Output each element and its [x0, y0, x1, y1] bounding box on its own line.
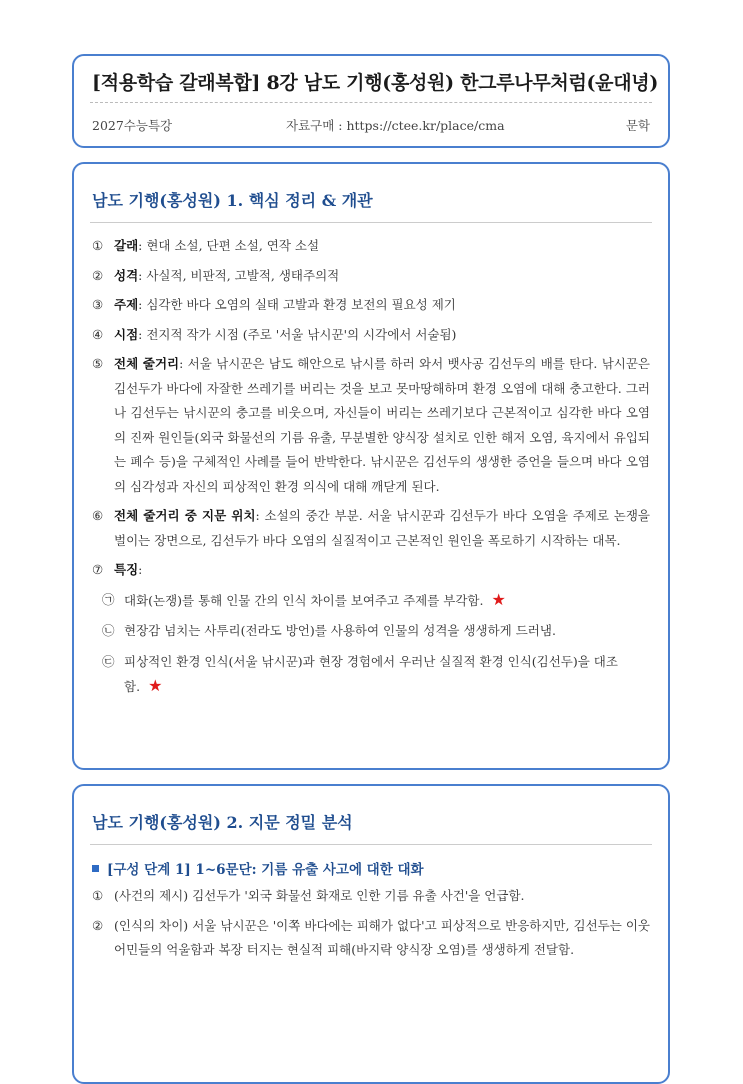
- item-number: ⑤: [92, 356, 104, 371]
- list-item: [92, 352, 650, 499]
- item-number: ①: [92, 238, 104, 253]
- section-divider: [90, 844, 652, 845]
- item-description: : 현대 소설, 단편 소설, 연작 소설: [138, 238, 320, 253]
- square-bullet-icon: [92, 865, 99, 872]
- feature-item: [102, 588, 650, 614]
- document-title: [적용학습 갈래복합] 8강 남도 기행(홍성원) 한그루나무처럼(윤대녕): [92, 72, 659, 94]
- title-divider: [90, 102, 652, 103]
- item-description: : 심각한 바다 오염의 실태 고발과 환경 보전의 필요성 제기: [138, 297, 456, 312]
- item-text: [114, 558, 650, 583]
- item-description: : 서울 낚시꾼은 남도 해안으로 낚시를 하러 와서 뱃사공 김선두의 배를 탄다. 낚시꾼은 김선두가 바다에 자잘한 쓰레기를 버리는 것을 보고 못마땅해하며 환경 오염에 대해 충고한다. 그러나 김선두는 낚시꾼의 충고를 비웃으며, 자신들이 버리는 쓰레기보다 근본적이고 심각한 바다 오염의 진짜 원인들(외국 화물선의 기름 유출, 무분별한 양식장 설치로 인한 해저 오염, 육지에서 유입되는 폐수 등)을 구체적인 사례를 들어 반박한다. 낚시꾼은 김선두의 생생한 증언을 들으며 바다 오염의 심각성과 자신의 피상적인 환경 의식에 대해 깨닫게 된다.: [114, 356, 650, 494]
- feature-number: ㉡: [102, 623, 115, 638]
- item-term: 시점: [114, 326, 139, 342]
- item-text: [114, 293, 650, 318]
- item-term: 전체 줄거리: [114, 356, 180, 371]
- feature-item: [102, 650, 650, 700]
- feature-description: 현장감 넘치는 사투리(전라도 방언)를 사용하여 인물의 성격을 생생하게 드러냄.: [124, 623, 556, 638]
- stage-subheading-text: [구성 단계 1] 1~6문단: 기름 유출 사고에 대한 대화: [107, 862, 424, 878]
- feature-text: [124, 619, 650, 644]
- analysis-item: [92, 884, 650, 909]
- header-box: [72, 54, 670, 148]
- list-item: [92, 264, 650, 289]
- item-term: 갈래: [114, 238, 139, 253]
- feature-text: [124, 650, 650, 700]
- item-term: 전체 줄거리 중 지문 위치: [114, 508, 256, 523]
- list-item: [92, 234, 650, 259]
- section-title: 남도 기행(홍성원) 1. 핵심 정리 & 개관: [92, 191, 373, 210]
- list-item: [92, 558, 650, 583]
- item-description: : 사실적, 비판적, 고발적, 생태주의적: [138, 267, 340, 283]
- item-description: :: [138, 562, 143, 577]
- feature-description: 대화(논쟁)를 통해 인물 간의 인식 차이를 보여주고 주제를 부각함.: [124, 592, 484, 608]
- item-description: : 전지적 작가 시점 (주로 '서울 낚시꾼'의 시각에서 서술됨): [138, 326, 457, 342]
- section-divider: [90, 222, 652, 223]
- item-text: [114, 234, 650, 259]
- item-text: [114, 352, 650, 499]
- summary-list: [92, 234, 650, 706]
- star-icon: ★: [491, 589, 506, 609]
- analysis-list: [92, 884, 650, 968]
- item-number: ①: [92, 888, 104, 903]
- purchase-link-text[interactable]: 자료구매 : https://ctee.kr/place/cma: [286, 118, 505, 133]
- item-term: 성격: [114, 267, 139, 283]
- item-number: ⑥: [92, 508, 104, 523]
- list-item: [92, 323, 650, 348]
- item-number: ②: [92, 267, 104, 283]
- subject-label: 문학: [625, 118, 650, 133]
- list-item: [92, 504, 650, 553]
- feature-number: ㉠: [102, 591, 115, 607]
- item-text: (인식의 차이) 서울 낚시꾼은 '이쪽 바다에는 피해가 없다'고 피상적으로 반응하지만, 김선두는 이웃 어민들의 억울함과 복장 터지는 현실적 피해(바지락 양식장 오염)를 생생하게 전달함.: [114, 917, 650, 957]
- item-text: [114, 323, 650, 348]
- analysis-item: [92, 914, 650, 963]
- item-description: : 소설의 중간 부분. 서울 낚시꾼과 김선두가 바다 오염을 주제로 논쟁을 벌이는 장면으로, 김선두가 바다 오염의 실질적이고 근본적인 원인을 폭로하기 시작하는 대목.: [114, 508, 650, 548]
- stage-subheading: [92, 858, 424, 878]
- feature-number: ㉢: [102, 653, 115, 669]
- item-term: 특징: [114, 562, 139, 577]
- item-term: 주제: [114, 297, 139, 312]
- feature-text: [124, 588, 650, 614]
- section-summary: [72, 162, 670, 770]
- star-icon: ★: [148, 676, 163, 695]
- feature-item: [102, 619, 650, 644]
- item-number: ⑦: [92, 562, 104, 577]
- item-text: [114, 504, 650, 553]
- item-text: [114, 264, 650, 289]
- item-number: ③: [92, 297, 104, 312]
- section-title: 남도 기행(홍성원) 2. 지문 정밀 분석: [92, 813, 353, 832]
- item-number: ②: [92, 917, 104, 933]
- list-item: [92, 293, 650, 318]
- feature-description: 피상적인 환경 인식(서울 낚시꾼)과 현장 경험에서 우러난 실질적 환경 인식(김선두)을 대조함.: [124, 653, 618, 694]
- item-text: (사건의 제시) 김선두가 '외국 화물선 화재로 인한 기름 유출 사건'을 언급함.: [114, 888, 525, 903]
- item-number: ④: [92, 326, 104, 342]
- section-analysis: [72, 784, 670, 1084]
- course-label: 2027수능특강: [92, 118, 173, 133]
